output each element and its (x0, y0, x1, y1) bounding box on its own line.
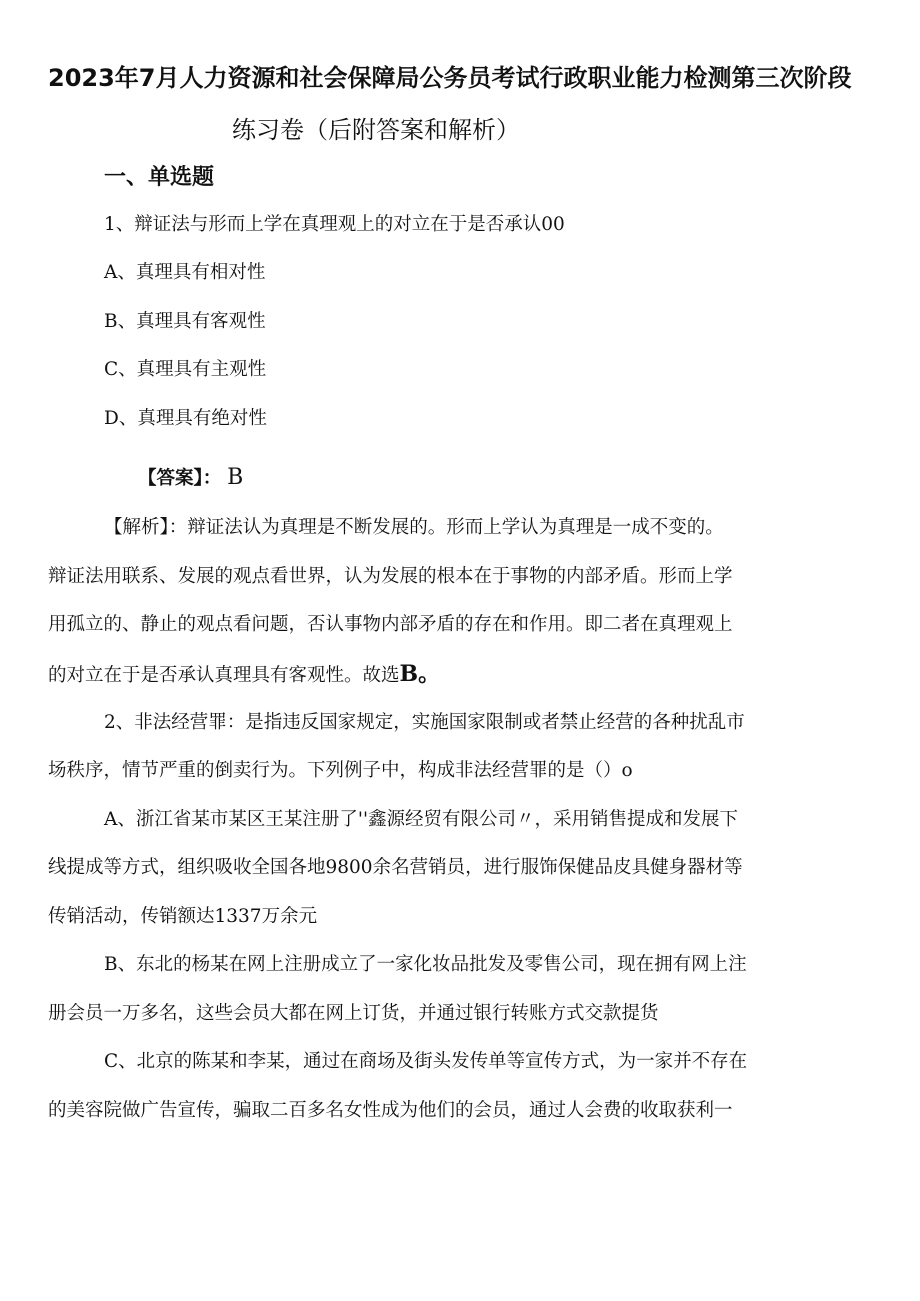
question-2-stem-line-2: 场秩序，情节严重的倒卖行为。下列例子中，构成非法经营罪的是（）o (48, 760, 633, 781)
question-1-analysis-line-4 (48, 661, 440, 689)
question-2-stem-line-1: 2、非法经营罪：是指违反国家规定，实施国家限制或者禁止经营的各种扰乱市 (104, 712, 745, 733)
question-1-option-d: D、真理具有绝对性 (104, 408, 267, 429)
question-1-option-a: A、真理具有相对性 (104, 262, 266, 283)
question-2-option-b-line-2: 册会员一万多名，这些会员大都在网上订货，并通过银行转账方式交款提货 (48, 1003, 659, 1024)
analysis-text: 的对立在于是否承认真理具有客观性。故选 (48, 665, 400, 686)
question-1-option-c: C、真理具有主观性 (104, 359, 267, 380)
question-1-answer (138, 465, 243, 492)
answer-value: B (227, 465, 244, 490)
question-2-option-c-line-2: 的美容院做广告宣传，骗取二百多名女性成为他们的会员，通过人会费的收取获利一 (48, 1100, 733, 1121)
document-title-line-1: 2023年7月人力资源和社会保障局公务员考试行政职业能力检测第三次阶段 (48, 64, 852, 92)
question-2-option-a-line-1: A、浙江省某市某区王某注册了''鑫源经贸有限公司〃，采用销售提成和发展下 (104, 809, 739, 830)
question-1-analysis-line-3: 用孤立的、静止的观点看问题，否认事物内部矛盾的存在和作用。即二者在真理观上 (48, 614, 733, 635)
answer-label: 【答案】： (138, 468, 222, 489)
question-2-option-b-line-1: B、东北的杨某在网上注册成立了一家化妆品批发及零售公司，现在拥有网上注 (104, 954, 747, 975)
question-2-option-a-line-2: 线提成等方式，组织吸收全国各地9800余名营销员，进行服饰保健品皮具健身器材等 (48, 857, 743, 878)
section-heading: 一、单选题 (104, 165, 215, 190)
question-1-stem: 1、辩证法与形而上学在真理观上的对立在于是否承认00 (104, 214, 565, 235)
question-2-option-c-line-1: C、北京的陈某和李某，通过在商场及街头发传单等宣传方式，为一家并不存在 (104, 1051, 748, 1072)
question-1-analysis-line-2: 辩证法用联系、发展的观点看世界，认为发展的根本在于事物的内部矛盾。形而上学 (48, 566, 733, 587)
question-1-option-b: B、真理具有客观性 (104, 311, 266, 332)
question-2-option-a-line-3: 传销活动，传销额达1337万余元 (48, 906, 318, 927)
question-1-analysis-line-1: 【解析】：辩证法认为真理是不断发展的。形而上学认为真理是一成不变的。 (104, 517, 724, 538)
analysis-answer-mark: B。 (399, 661, 441, 687)
document-title-line-2: 练习卷（后附答案和解析） (232, 116, 520, 144)
